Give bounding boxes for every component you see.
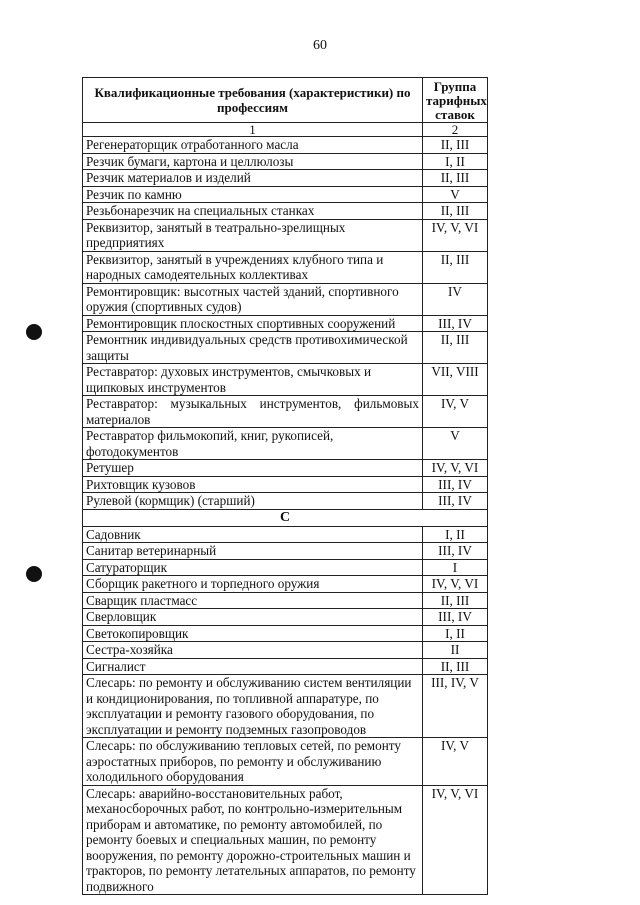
profession-name: Сварщик пластмасс bbox=[83, 592, 423, 609]
profession-name: Ремонтировщик плоскостных спортивных сооружений bbox=[83, 315, 423, 332]
tariff-group: III, IV, V bbox=[423, 675, 488, 738]
profession-name: Садовник bbox=[83, 526, 423, 543]
table-row bbox=[83, 559, 488, 576]
column-number-row bbox=[83, 123, 488, 137]
profession-name: Резчик материалов и изделий bbox=[83, 170, 423, 187]
profession-name: Светокопировщик bbox=[83, 625, 423, 642]
header-tariff-group: Группа тарифных ставок bbox=[423, 78, 488, 123]
profession-name: Регенераторщик отработанного масла bbox=[83, 137, 423, 154]
table-row bbox=[83, 658, 488, 675]
profession-name: Реставратор: духовых инструментов, смычковых и щипковых инструментов bbox=[83, 364, 423, 396]
tariff-group: V bbox=[423, 186, 488, 203]
table-row bbox=[83, 153, 488, 170]
table-row bbox=[83, 364, 488, 396]
tariff-group: III, IV bbox=[423, 543, 488, 560]
profession-name: Санитар ветеринарный bbox=[83, 543, 423, 560]
tariff-group: I bbox=[423, 559, 488, 576]
profession-name: Реквизитор, занятый в учреждениях клубного типа и народных самодеятельных коллективах bbox=[83, 251, 423, 283]
section-letter: С bbox=[83, 509, 488, 526]
section-row bbox=[83, 509, 488, 526]
table-row bbox=[83, 137, 488, 154]
column-number: 1 bbox=[83, 123, 423, 137]
table-row bbox=[83, 476, 488, 493]
tariff-group: IV, V, VI bbox=[423, 460, 488, 477]
tariff-group: II, III bbox=[423, 170, 488, 187]
table-row bbox=[83, 493, 488, 510]
table-row bbox=[83, 609, 488, 626]
profession-name: Слесарь: аварийно-восстановительных работ, механосборочных работ, по контрольно-измерительным приборам и автоматике, по ремонту автомобилей, по ремонту боевых и специальных машин, по ремонту вооружения, по ремонту дорожно-строительных машин и тракторов, по ремонту летательных аппаратов, по ремонту подвижного bbox=[83, 785, 423, 895]
table-row bbox=[83, 251, 488, 283]
table-row bbox=[83, 186, 488, 203]
profession-name: Резчик бумаги, картона и целлюлозы bbox=[83, 153, 423, 170]
punch-hole-top bbox=[26, 324, 42, 340]
tariff-group: III, IV bbox=[423, 493, 488, 510]
tariff-group: II, III bbox=[423, 251, 488, 283]
tariff-group: IV, V, VI bbox=[423, 219, 488, 251]
table-row bbox=[83, 170, 488, 187]
profession-name: Рихтовщик кузовов bbox=[83, 476, 423, 493]
profession-name: Ремонтировщик: высотных частей зданий, спортивного оружия (спортивных судов) bbox=[83, 283, 423, 315]
profession-name: Реквизитор, занятый в театрально-зрелищных предприятиях bbox=[83, 219, 423, 251]
tariff-group: I, II bbox=[423, 526, 488, 543]
table-row bbox=[83, 332, 488, 364]
tariff-group: II, III bbox=[423, 203, 488, 220]
tariff-group: IV, V bbox=[423, 738, 488, 786]
tariff-group: III, IV bbox=[423, 476, 488, 493]
profession-name: Сборщик ракетного и торпедного оружия bbox=[83, 576, 423, 593]
table-row bbox=[83, 460, 488, 477]
table-row bbox=[83, 592, 488, 609]
profession-name: Ремонтник индивидуальных средств противохимической защиты bbox=[83, 332, 423, 364]
profession-name: Резчик по камню bbox=[83, 186, 423, 203]
profession-name: Слесарь: по ремонту и обслуживанию систем вентиляции и кондиционирования, по топливной аппаратуре, по эксплуатации и ремонту газового оборудования, по эксплуатации и ремонту подземных газопроводов bbox=[83, 675, 423, 738]
profession-name: Сатураторщик bbox=[83, 559, 423, 576]
table-row bbox=[83, 526, 488, 543]
table-row bbox=[83, 219, 488, 251]
profession-name: Сверловщик bbox=[83, 609, 423, 626]
tariff-group: IV, V bbox=[423, 396, 488, 428]
tariff-group: I, II bbox=[423, 625, 488, 642]
profession-name: Рулевой (кормщик) (старший) bbox=[83, 493, 423, 510]
table-row bbox=[83, 315, 488, 332]
tariff-group: III, IV bbox=[423, 315, 488, 332]
profession-name: Резьбонарезчик на специальных станках bbox=[83, 203, 423, 220]
tariff-group: IV bbox=[423, 283, 488, 315]
table-row bbox=[83, 396, 488, 428]
table-row bbox=[83, 543, 488, 560]
table-row bbox=[83, 642, 488, 659]
tariff-group: V bbox=[423, 428, 488, 460]
tariff-group: II, III bbox=[423, 137, 488, 154]
tariff-group: II, III bbox=[423, 658, 488, 675]
tariff-group: VII, VIII bbox=[423, 364, 488, 396]
tariff-group: IV, V, VI bbox=[423, 576, 488, 593]
page-number: 60 bbox=[313, 38, 327, 53]
table-row bbox=[83, 576, 488, 593]
table-row bbox=[83, 203, 488, 220]
table-row bbox=[83, 428, 488, 460]
profession-name: Реставратор: музыкальных инструментов, фильмовых материалов bbox=[83, 396, 423, 428]
tariff-group: II, III bbox=[423, 592, 488, 609]
tariff-group: III, IV bbox=[423, 609, 488, 626]
punch-hole-bottom bbox=[26, 566, 42, 582]
table-row bbox=[83, 625, 488, 642]
header-qualification: Квалификационные требования (характеристики) по профессиям bbox=[83, 78, 423, 123]
column-number: 2 bbox=[423, 123, 488, 137]
tariff-group: I, II bbox=[423, 153, 488, 170]
tariff-group: IV, V, VI bbox=[423, 785, 488, 895]
profession-name: Сестра-хозяйка bbox=[83, 642, 423, 659]
profession-name: Слесарь: по обслуживанию тепловых сетей, по ремонту аэростатных приборов, по ремонту и обслуживанию холодильного оборудования bbox=[83, 738, 423, 786]
table-row bbox=[83, 738, 488, 786]
profession-name: Ретушер bbox=[83, 460, 423, 477]
table-row bbox=[83, 283, 488, 315]
tariff-group: II bbox=[423, 642, 488, 659]
tariff-group: II, III bbox=[423, 332, 488, 364]
profession-name: Реставратор фильмокопий, книг, рукописей, фотодокументов bbox=[83, 428, 423, 460]
table-row bbox=[83, 675, 488, 738]
profession-name: Сигналист bbox=[83, 658, 423, 675]
professions-table bbox=[82, 77, 488, 895]
table-row bbox=[83, 785, 488, 895]
